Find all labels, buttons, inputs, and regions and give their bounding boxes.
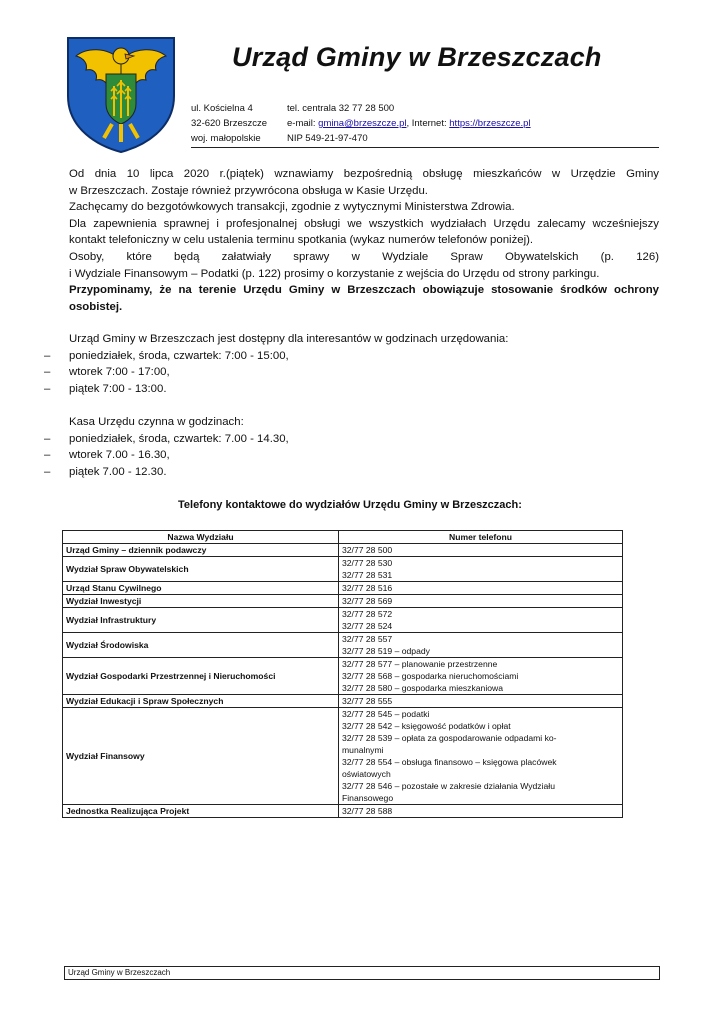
intro-p4-line2: i Wydziale Finansowym – Podatki (p. 122) prosimy o korzystanie z wejścia do Urzędu od strony parkingu.	[69, 267, 600, 280]
hours-heading: Urząd Gminy w Brzeszczach jest dostępny dla interesantów w godzinach urzędowania:	[69, 333, 509, 345]
phone-number: 32/77 28 516	[342, 583, 393, 593]
website-link[interactable]: https://brzeszcze.pl	[449, 118, 531, 129]
dash-bullet: –	[44, 465, 51, 478]
phone-number: 32/77 28 524	[342, 621, 393, 631]
phone-number: 32/77 28 557	[342, 634, 393, 644]
email-link[interactable]: gmina@brzeszcze.pl	[318, 118, 407, 129]
table-row	[63, 708, 623, 805]
department-name: Wydział Spraw Obywatelskich	[63, 557, 339, 582]
email-line	[287, 116, 531, 131]
table-row	[63, 544, 623, 557]
phone-number: 32/77 28 500	[342, 545, 393, 555]
phone-number: 32/77 28 530	[342, 558, 393, 568]
intro-p2: Zachęcamy do bezgotówkowych transakcji, zgodnie z wytycznymi Ministerstwa Zdrowia.	[69, 201, 515, 214]
nip-line: NIP 549-21-97-470	[287, 133, 368, 144]
list-item	[44, 431, 664, 448]
phone-number: 32/77 28 554 – obsługa finansowo – księgowa placówek	[342, 757, 557, 767]
phone-number: 32/77 28 519 – odpady	[342, 646, 430, 656]
phone-number: 32/77 28 542 – księgowość podatków i opłat	[342, 721, 511, 731]
phone-number: 32/77 28 568 – gospodarka nieruchomościami	[342, 671, 519, 681]
department-name: Wydział Edukacji i Spraw Społecznych	[63, 695, 339, 708]
phone-number: 32/77 28 539 – opłata za gospodarowanie odpadami ko-	[342, 733, 557, 743]
office-hours	[44, 331, 664, 397]
header-divider	[191, 147, 659, 148]
hours-item: wtorek 7:00 - 17:00,	[69, 366, 170, 379]
department-phones	[339, 805, 623, 818]
dash-bullet: –	[44, 382, 51, 395]
phone-number: munalnymi	[342, 745, 384, 755]
department-phones	[339, 708, 623, 805]
department-phones	[339, 582, 623, 595]
phone-number: 32/77 28 545 – podatki	[342, 709, 430, 719]
department-phones	[339, 557, 623, 582]
list-item	[44, 381, 664, 398]
dash-bullet: –	[44, 349, 51, 362]
table-row	[63, 658, 623, 695]
dash-bullet: –	[44, 432, 51, 445]
department-name: Wydział Infrastruktury	[63, 608, 339, 633]
internet-label: , Internet:	[406, 118, 450, 129]
phone-number: 32/77 28 531	[342, 570, 393, 580]
intro-p3-line2: kontakt telefoniczny w celu ustalenia terminu spotkania (wykaz numerów telefonów poniżej).	[69, 234, 534, 247]
department-phones	[339, 595, 623, 608]
dash-bullet: –	[44, 366, 51, 379]
kasa-heading: Kasa Urzędu czynna w godzinach:	[69, 416, 244, 428]
phone-table	[62, 530, 623, 818]
address-city: 32-620 Brzeszcze	[191, 118, 268, 129]
department-phones	[339, 695, 623, 708]
column-header-phone: Numer telefonu	[339, 531, 623, 544]
email-label: e-mail:	[287, 118, 319, 129]
department-name: Urząd Stanu Cywilnego	[63, 582, 339, 595]
phone-number: Finansowego	[342, 793, 394, 803]
phone-number: 32/77 28 569	[342, 596, 393, 606]
table-row	[63, 695, 623, 708]
address-region: woj. małopolskie	[191, 133, 261, 144]
intro-p1-line1: Od dnia 10 lipca 2020 r.(piątek) wznawiamy bezpośrednią obsługę mieszkańców w Urzędzie Gminy	[69, 168, 659, 180]
office-contact	[287, 101, 531, 146]
kasa-item: piątek 7.00 - 12.30.	[69, 465, 167, 478]
page-footer: Urząd Gminy w Brzeszczach	[64, 966, 660, 980]
dash-bullet: –	[44, 449, 51, 462]
department-name: Jednostka Realizująca Projekt	[63, 805, 339, 818]
table-title: Telefony kontaktowe do wydziałów Urzędu Gminy w Brzeszczach:	[178, 499, 522, 511]
table-row	[63, 582, 623, 595]
table-row	[63, 633, 623, 658]
table-row	[63, 557, 623, 582]
list-item	[44, 447, 664, 464]
phone-number: 32/77 28 588	[342, 806, 393, 816]
phone-number: 32/77 28 555	[342, 696, 393, 706]
intro-p4-line1: Osoby, które będą załatwiały sprawy w Wydziale Spraw Obywatelskich (p. 126)	[69, 250, 659, 263]
intro-p3-line1: Dla zapewnienia sprawnej i profesjonalnej obsługi we wszystkich wydziałach Urzędu zalecamy wcześniejszy	[69, 217, 659, 230]
department-phones	[339, 658, 623, 695]
table-body	[63, 544, 623, 818]
department-name: Wydział Gospodarki Przestrzennej i Nieruchomości	[63, 658, 339, 695]
phone-number: 32/77 28 580 – gospodarka mieszkaniowa	[342, 683, 504, 693]
intro-p5-line1: Przypominamy, że na terenie Urzędu Gminy w Brzeszczach obowiązuje stosowanie środków ochrony	[69, 284, 659, 297]
list-item	[44, 364, 664, 381]
table-row	[63, 805, 623, 818]
department-phones	[339, 544, 623, 557]
phone-number: 32/77 28 577 – planowanie przestrzenne	[342, 659, 498, 669]
hours-item: piątek 7:00 - 13:00.	[69, 382, 167, 395]
office-address	[191, 101, 267, 146]
department-name: Urząd Gminy – dziennik podawczy	[63, 544, 339, 557]
document-title: Urząd Gminy w Brzeszczach	[232, 42, 602, 72]
phone-number: 32/77 28 546 – pozostałe w zakresie działania Wydziału	[342, 781, 555, 791]
intro-p5-line2: osobistej.	[69, 300, 123, 313]
department-name: Wydział Finansowy	[63, 708, 339, 805]
department-phones	[339, 608, 623, 633]
address-street: ul. Kościelna 4	[191, 103, 253, 114]
table-row	[63, 595, 623, 608]
phone-number: oświatowych	[342, 769, 391, 779]
department-name: Wydział Inwestycji	[63, 595, 339, 608]
phone-number: 32/77 28 572	[342, 609, 393, 619]
intro-p1-line2: w Brzeszczach. Zostaje również przywrócona obsługa w Kasie Urzędu.	[69, 184, 428, 197]
table-row	[63, 608, 623, 633]
department-phones	[339, 633, 623, 658]
list-item	[44, 348, 664, 365]
kasa-item: wtorek 7.00 - 16.30,	[69, 449, 170, 462]
hours-item: poniedziałek, środa, czwartek: 7:00 - 15:00,	[69, 349, 289, 362]
table-header-row	[63, 531, 623, 544]
coat-of-arms-logo	[64, 34, 178, 154]
department-name: Wydział Środowiska	[63, 633, 339, 658]
intro-text	[69, 166, 659, 315]
list-item	[44, 464, 664, 481]
cashier-hours	[44, 414, 664, 480]
phone-line: tel. centrala 32 77 28 500	[287, 103, 395, 114]
column-header-department: Nazwa Wydziału	[63, 531, 339, 544]
kasa-item: poniedziałek, środa, czwartek: 7.00 - 14.30,	[69, 432, 289, 445]
